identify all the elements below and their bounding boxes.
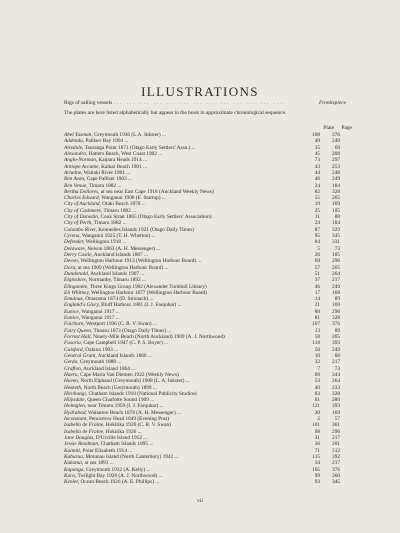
plate-number: 68 bbox=[314, 428, 320, 435]
vessel-description: at sea near East Cape 1918 (Auckland Weekly News) bbox=[99, 188, 214, 195]
page-ref: 265 bbox=[332, 195, 340, 202]
vessel-description: Kaipara Heads 1914 ... bbox=[97, 157, 147, 164]
page-ref: 296 bbox=[332, 308, 340, 315]
vessel-name: Emulous, bbox=[64, 296, 84, 303]
plate-number: 19 bbox=[314, 201, 320, 208]
plate-number: 46 bbox=[314, 283, 320, 290]
page-ref: 265 bbox=[332, 334, 340, 340]
page-ref: 89 bbox=[334, 327, 340, 334]
vessel-name: Hilpsdale, bbox=[64, 397, 86, 404]
vessel-name: Elingamite, bbox=[64, 283, 89, 290]
plate-number: 57 bbox=[314, 264, 320, 271]
plate-number: 43 bbox=[314, 163, 320, 170]
page-ref: 89 bbox=[334, 296, 340, 303]
vessel-description: Timaru 1882 ... bbox=[92, 220, 127, 227]
plate-number: 108 bbox=[312, 132, 320, 138]
vessel-description: Wanganui 1917 ... bbox=[80, 308, 120, 315]
page-ref: 184 bbox=[332, 182, 340, 189]
page-ref: 280 bbox=[332, 397, 340, 404]
plate-number: 11 bbox=[314, 214, 320, 221]
page-ref: 169 bbox=[332, 409, 340, 416]
plate-number: 2 bbox=[317, 416, 320, 423]
plate-number: 101 bbox=[312, 422, 320, 429]
page-ref: 88 bbox=[334, 214, 340, 221]
vessel-name: Kenlet, bbox=[64, 479, 80, 486]
vessel-description: Bluff Harbour 1881 (I. J. Farquhar) ... bbox=[99, 302, 182, 309]
plate-number: 88 bbox=[314, 308, 320, 315]
vessel-description: Ocean Beach 1926 (A. E. Phillips) ... bbox=[79, 479, 160, 486]
plate-number: 107 bbox=[312, 321, 320, 328]
page-ref: 168 bbox=[332, 289, 340, 296]
vessel-description: Hokitika 1926 (C. R. V. Swan) bbox=[104, 422, 171, 429]
page-ref: 312 bbox=[332, 447, 340, 454]
page-ref: 264 bbox=[332, 378, 340, 385]
page-ref: 217 bbox=[332, 359, 340, 366]
plate-number: 49 bbox=[314, 138, 320, 145]
vessel-description: Wanganui 1908 (E. Startup) ... bbox=[100, 195, 166, 202]
page-ref: 217 bbox=[332, 277, 340, 284]
plate-number: 84 bbox=[314, 239, 320, 246]
page-ref: 393 bbox=[332, 340, 340, 347]
vessel-description: Auckland Islands 1907 ... bbox=[89, 270, 145, 277]
vessel-name: Elginshire, bbox=[64, 277, 88, 284]
page-ref: 296 bbox=[332, 428, 340, 435]
vessel-description: Waitaki River 1901 ... bbox=[82, 169, 131, 176]
vessel-name: Hesketh, bbox=[64, 384, 83, 391]
vessel-description: Queen Charlotte Sound 1909 ... bbox=[85, 397, 155, 404]
vessel-description: Cape Maria Van Diemen 1922 (Weekly News) bbox=[78, 371, 179, 378]
page-column-header: Page bbox=[341, 125, 352, 131]
page-ref: 201 bbox=[332, 441, 340, 448]
vessel-description: Pencarrow Head 1849 (Evening Post) bbox=[87, 416, 170, 423]
vessel-description: Kaikai Beach 1901 ... bbox=[99, 163, 148, 170]
page-ref: 73 bbox=[334, 245, 340, 252]
vessel-name: Antiope Accame, bbox=[64, 163, 100, 170]
plate-number: 50 bbox=[314, 346, 320, 353]
vessel-name: Gerda, bbox=[64, 359, 79, 366]
plate-number: 51 bbox=[314, 270, 320, 277]
vessel-description: Wanganui 1925 (T. H. Whetton) ... bbox=[80, 233, 156, 239]
vessel-description: Otaki Beach 1878 ... bbox=[100, 201, 146, 208]
page-ref: 69 bbox=[334, 144, 340, 151]
plate-number: 34 bbox=[314, 460, 320, 467]
frontispiece-entry bbox=[64, 100, 346, 107]
plate-number: 89 bbox=[314, 371, 320, 378]
page-ref: 345 bbox=[332, 479, 340, 486]
vessel-name: Ben Venue, bbox=[64, 182, 88, 189]
vessel-description: Hatters Beach, West Coast 1902 ... bbox=[87, 150, 163, 157]
page-ref: 233 bbox=[332, 384, 340, 391]
plate-number: 5 bbox=[317, 245, 320, 252]
vessel-name: Addenda, bbox=[64, 138, 85, 145]
vessel-description: at sea 1891 ... bbox=[83, 460, 114, 467]
plate-number: 99 bbox=[314, 472, 320, 479]
plate-number: 87 bbox=[314, 226, 320, 233]
plate-number: 36 bbox=[314, 441, 320, 448]
vessel-name: Fairburn, bbox=[64, 321, 85, 328]
vessel-name: Isabella de Fraine, bbox=[64, 428, 105, 435]
page-ref: 253 bbox=[332, 163, 340, 170]
vessel-name: Anglo-Norman, bbox=[64, 157, 98, 164]
page-ref: 88 bbox=[334, 352, 340, 359]
frontispiece-value: Frontispiece bbox=[318, 100, 346, 106]
page-ref: 393 bbox=[332, 403, 340, 410]
plate-number: 15 bbox=[314, 144, 320, 151]
plate-number: 81 bbox=[314, 315, 320, 322]
plate-number: 44 bbox=[314, 169, 320, 176]
vessel-name: Airedale, bbox=[64, 144, 84, 151]
vessel-name: Kakanui, bbox=[64, 460, 84, 467]
plate-number: 69 bbox=[314, 258, 320, 265]
page-ref: 328 bbox=[332, 390, 340, 397]
vessel-name: Dundonald, bbox=[64, 270, 90, 277]
vessel-name: Derry Castle, bbox=[64, 251, 93, 258]
page-ref: 376 bbox=[332, 466, 340, 473]
page-ref: 185 bbox=[332, 207, 340, 214]
page-ref: 265 bbox=[332, 264, 340, 271]
page-ref: 185 bbox=[332, 251, 340, 258]
vessel-description: Greymouth 1936 (L.A. Inkster) ... bbox=[92, 132, 166, 138]
vessel-name: Fairy Queen, bbox=[64, 327, 93, 334]
plate-number: 118 bbox=[312, 340, 320, 347]
vessel-name: Grafton, bbox=[64, 365, 83, 372]
page-ref: 331 bbox=[332, 239, 340, 246]
vessel-name: Kara, bbox=[64, 472, 77, 479]
vessel-name: General Grant, bbox=[64, 352, 97, 359]
vessel-description: Auckland Island 1864 ... bbox=[82, 365, 136, 372]
vessel-name: Hirohangi, bbox=[64, 390, 88, 397]
vessel-name: Ariadne, bbox=[64, 169, 83, 176]
plate-number: 37 bbox=[314, 277, 320, 284]
vessel-description: Greymouth 1888 ... bbox=[78, 359, 122, 366]
page-ref: 328 bbox=[332, 188, 340, 195]
vessel-name: Kaimiti, bbox=[64, 447, 82, 454]
plate-number: 24 bbox=[314, 182, 320, 189]
vessel-name: Hydrabad, bbox=[64, 409, 87, 416]
vessel-description: Westport 1936 (C. R. V. Swan) ... bbox=[84, 321, 157, 328]
plate-number: 17 bbox=[314, 289, 320, 296]
vessel-description: Palliser Bay 1904 ... bbox=[84, 138, 129, 145]
page-ref: 249 bbox=[332, 176, 340, 183]
vessel-description: Hokitika 1926 ... bbox=[104, 428, 142, 435]
vessel-name: Alexandra, bbox=[64, 150, 88, 157]
plate-number: 115 bbox=[312, 453, 320, 460]
vessel-name: Delaware, bbox=[64, 245, 87, 252]
vessel-name: Eli Whitney, bbox=[64, 289, 90, 296]
page-ref: 392 bbox=[332, 453, 340, 460]
vessel-description: Auckland Islands 1866 ... bbox=[96, 352, 152, 359]
vessel-description: at sea 1909 (Wellington Harbour Board) ... bbox=[76, 264, 169, 271]
page-ref: 217 bbox=[332, 460, 340, 467]
page-number: vii bbox=[197, 498, 203, 504]
page-ref: 184 bbox=[332, 220, 340, 227]
plate-number: 13 bbox=[314, 327, 320, 334]
vessel-name: Forrest Hall, bbox=[64, 334, 92, 340]
illustration-list bbox=[64, 132, 349, 486]
vessel-description: Chatham Islands 1895 ... bbox=[99, 441, 154, 448]
frontispiece-leader: ... ... ... ... ... ... ... ... ... ... ... ... ... bbox=[113, 100, 285, 106]
vessel-description: Wellington Harbour 1877 (Wellington Harbour Board) bbox=[89, 289, 207, 296]
vessel-name: Isabella de Fraine, bbox=[64, 422, 105, 429]
vessel-description: Nelson 1863 (A. H. Messenger) ... bbox=[86, 245, 161, 252]
vessel-description: Timaru 1882 ... bbox=[102, 207, 137, 214]
page-ref: 361 bbox=[332, 422, 340, 429]
vessel-name: Abel Tasman, bbox=[64, 132, 93, 138]
vessel-name: Eunice, bbox=[64, 315, 81, 322]
vessel-name: City of Dunedin, bbox=[64, 214, 100, 221]
plate-number: 53 bbox=[314, 378, 320, 385]
vessel-description: Timaru 1882 ... bbox=[87, 182, 122, 189]
vessel-description: Twilight Bay 1926 (A. J. Northwood) ... bbox=[76, 472, 163, 479]
vessel-description: Motunau Island (North Canterbury) 1942 ... bbox=[84, 453, 179, 460]
plate-number: 14 bbox=[314, 296, 320, 303]
vessel-name: Kahurua, bbox=[64, 453, 85, 460]
plate-number: 55 bbox=[314, 195, 320, 202]
vessel-name: City of Auckland, bbox=[64, 201, 101, 208]
vessel-description: Point Elizabeth 1914 ... bbox=[81, 447, 133, 454]
plate-number: 31 bbox=[314, 435, 320, 441]
plate-column-header: Plate bbox=[323, 125, 334, 131]
vessel-description: Wellington Harbour 1913 (Wellington Harbour Board) ... bbox=[79, 258, 202, 265]
plate-number: 121 bbox=[312, 403, 320, 410]
vessel-name: Gaisford, bbox=[64, 346, 84, 353]
list-item-text bbox=[64, 479, 159, 485]
list-item bbox=[64, 479, 349, 485]
vessel-description: Wellington 1918 ... bbox=[84, 239, 127, 246]
vessel-description: Wanganui 1917 ... bbox=[80, 315, 120, 322]
vessel-description: North Beach (Greymouth) 1899 ... bbox=[82, 384, 157, 391]
vessel-name: Inconstant, bbox=[64, 416, 88, 423]
vessel-description: Tauranga Point 1871 (Otago Early Settlers' Assn.) ... bbox=[83, 144, 196, 151]
page-ref: 345 bbox=[332, 233, 340, 239]
vessel-name: Holmglen, bbox=[64, 403, 87, 410]
page-ref: 328 bbox=[332, 315, 340, 322]
plate-number: 25 bbox=[314, 207, 320, 214]
plate-number: 10 bbox=[314, 352, 320, 359]
vessel-name: Fusoria, bbox=[64, 340, 83, 347]
vessel-name: Jane Douglas, bbox=[64, 435, 95, 441]
vessel-description: Timaru 1873 (Otago Daily Times) ... bbox=[92, 327, 172, 334]
page-ref: 329 bbox=[332, 226, 340, 233]
vessel-name: City of Cashmere, bbox=[64, 207, 103, 214]
page-title: ILLUSTRATIONS bbox=[141, 84, 259, 99]
vessel-name: Bertha Dollores, bbox=[64, 188, 100, 195]
page-ref: 248 bbox=[332, 169, 340, 176]
plate-number: 46 bbox=[314, 176, 320, 183]
plate-number: 83 bbox=[314, 390, 320, 397]
plate-number: 24 bbox=[314, 220, 320, 227]
vessel-description: Normanby, Timaru 1892 ... bbox=[87, 277, 147, 284]
plate-number: 40 bbox=[314, 384, 320, 391]
plate-number: 73 bbox=[314, 157, 320, 164]
plate-number: 82 bbox=[314, 188, 320, 195]
page-ref: 297 bbox=[332, 157, 340, 164]
vessel-name: Defender, bbox=[64, 239, 85, 246]
vessel-description: near Timaru 1959 (I. J. Farquhar) ... bbox=[86, 403, 164, 410]
page-ref: 249 bbox=[332, 283, 340, 290]
vessel-name: Cyrena, bbox=[64, 233, 81, 239]
plate-number: 26 bbox=[314, 251, 320, 258]
plate-number: 32 bbox=[314, 359, 320, 366]
page-ref: 360 bbox=[332, 472, 340, 479]
vessel-description: Omarama 1874 (D. Stronach) ... bbox=[83, 296, 154, 303]
vessel-description: Cape Palliser 1903 ... bbox=[85, 176, 133, 183]
plate-number: 21 bbox=[314, 302, 320, 309]
vessel-name: Colombo River, bbox=[64, 226, 97, 233]
vessel-name: Dora, bbox=[64, 264, 77, 271]
vessel-description: Greymouth 1932 (A. Kelly) ... bbox=[84, 466, 151, 473]
vessel-description: Chatham Islands 1918 (National Publicity Studios) bbox=[87, 390, 197, 397]
vessel-name: City of Perth, bbox=[64, 220, 93, 227]
vessel-description: Auckland Islands 1887 ... bbox=[92, 251, 149, 258]
vessel-description: Kennedies Islands 1921 (Otago Daily Times) bbox=[96, 226, 195, 233]
vessel-description: Three Kings Group 1902 (Alexander Turnbull Library) bbox=[88, 283, 207, 290]
page-ref: 217 bbox=[332, 435, 340, 441]
vessel-description: Cape Campbell 1947 (C. P. S. Boyer) ... bbox=[82, 340, 169, 347]
vessel-description: Cook Strait 1865 (Otago Early Settlers' Association) bbox=[99, 214, 212, 221]
plate-number: 95 bbox=[314, 233, 320, 239]
vessel-name: Jessie Readman, bbox=[64, 441, 100, 448]
vessel-name: Charles Edward, bbox=[64, 195, 101, 202]
frontispiece-label: Rigs of sailing vessels bbox=[64, 100, 113, 106]
page-ref: 344 bbox=[332, 371, 340, 378]
plate-number: 58 bbox=[314, 334, 320, 340]
plate-number: 71 bbox=[314, 447, 320, 454]
page-ref: 249 bbox=[332, 138, 340, 145]
page-ref: 296 bbox=[332, 258, 340, 265]
page-ref: 264 bbox=[332, 270, 340, 277]
intro-note: The plates are here listed alphabetically but appear in the book in approximate chronological sequence. bbox=[64, 110, 287, 116]
vessel-name: England's Glory, bbox=[64, 302, 100, 309]
vessel-name: Haeru, bbox=[64, 371, 79, 378]
vessel-description: Waitarere Beach 1878 (A. H. Messenger) ... bbox=[86, 409, 182, 416]
plate-number: 105 bbox=[312, 466, 320, 473]
vessel-description: Oakura 1903 ... bbox=[83, 346, 119, 353]
vessel-description: Ninety-Mile Beach (North Auckland) 1909 (A. J. Northwood) bbox=[91, 334, 225, 340]
plate-number: 20 bbox=[314, 409, 320, 416]
page-ref: 169 bbox=[332, 302, 340, 309]
page-ref: 249 bbox=[332, 346, 340, 353]
vessel-name: Devon, bbox=[64, 258, 80, 265]
plate-number: 61 bbox=[314, 397, 320, 404]
page-ref: 169 bbox=[332, 201, 340, 208]
page-ref: 208 bbox=[332, 150, 340, 157]
vessel-name: Haven, bbox=[64, 378, 80, 385]
vessel-description: North Elphand (Greymouth) 1908 (L. A. Inkster) ... bbox=[79, 378, 190, 385]
vessel-name: Eunice, bbox=[64, 308, 81, 315]
vessel-name: Ben Avon, bbox=[64, 176, 86, 183]
page-ref: 376 bbox=[332, 132, 340, 138]
vessel-description: D'Urville Island 1912 ... bbox=[94, 435, 148, 441]
page-ref: 73 bbox=[334, 365, 340, 372]
vessel-name: Kapanga, bbox=[64, 466, 85, 473]
plate-number: 93 bbox=[314, 479, 320, 486]
plate-number: 45 bbox=[314, 150, 320, 157]
plate-number: 7 bbox=[317, 365, 320, 372]
page-ref: 57 bbox=[334, 416, 340, 423]
page-ref: 376 bbox=[332, 321, 340, 328]
